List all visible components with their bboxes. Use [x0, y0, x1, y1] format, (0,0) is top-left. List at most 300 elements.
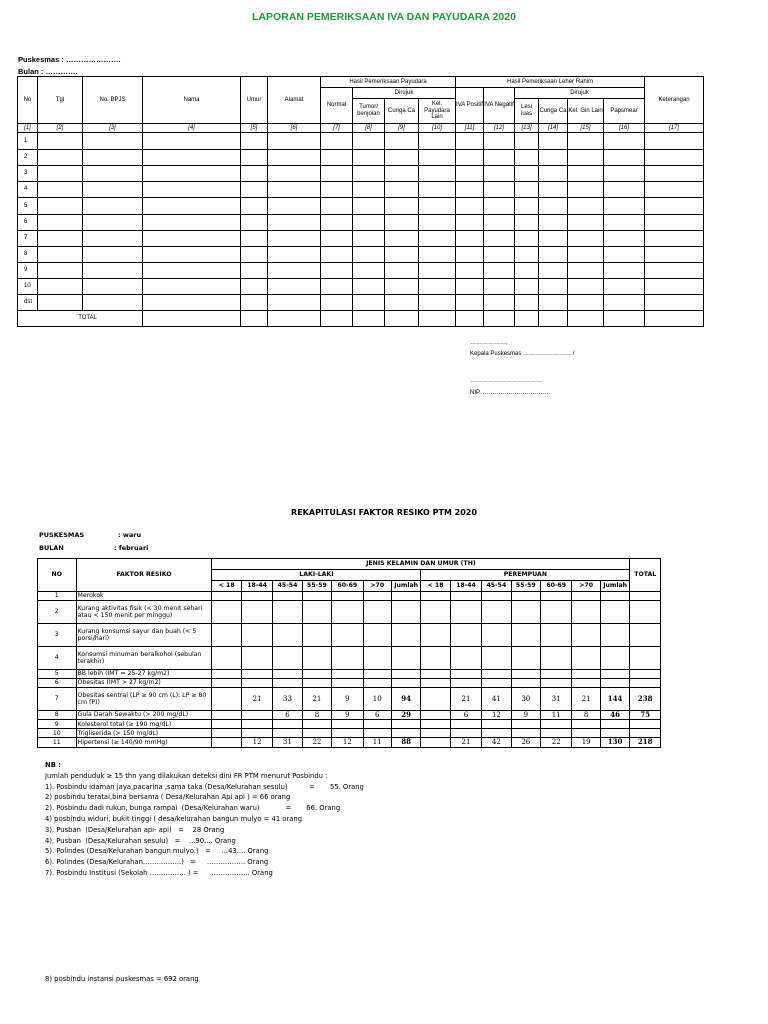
- age-header-laki: 18-44: [241, 581, 272, 592]
- row-no: 4: [38, 647, 77, 670]
- row-total: [630, 670, 661, 679]
- table-cell[interactable]: [604, 182, 645, 198]
- table-cell[interactable]: [241, 279, 268, 295]
- nb-line: 4). Pusban (Desa/Kelurahan sesulu) = ...90.... Orang: [45, 836, 236, 845]
- table-cell[interactable]: [143, 295, 241, 311]
- value-cell: [332, 670, 363, 679]
- table-cell[interactable]: [419, 279, 456, 295]
- report1-title: LAPORAN PEMERIKSAAN IVA DAN PAYUDARA 2020: [252, 11, 516, 23]
- table-cell[interactable]: [568, 150, 604, 166]
- table-cell[interactable]: [604, 295, 645, 311]
- table-cell[interactable]: [645, 198, 704, 215]
- table-cell[interactable]: [568, 182, 604, 198]
- table-cell[interactable]: [353, 166, 385, 182]
- table-cell[interactable]: [456, 133, 484, 150]
- table-cell[interactable]: [645, 231, 704, 247]
- table-cell[interactable]: [456, 247, 484, 263]
- table-cell[interactable]: [484, 198, 515, 215]
- row-total: [630, 647, 661, 670]
- report2-puskesmas-value: : waru: [118, 531, 142, 539]
- value-cell: 22: [541, 738, 572, 747]
- table-cell[interactable]: [539, 295, 568, 311]
- header-leher-group: Hasil Pemeriksaan Leher Rahim: [456, 77, 645, 88]
- value-cell: 6: [273, 711, 302, 720]
- table-cell[interactable]: [539, 215, 568, 231]
- total-cell[interactable]: [484, 311, 515, 327]
- table-cell[interactable]: [456, 166, 484, 182]
- table-cell[interactable]: [353, 263, 385, 279]
- value-cell: [363, 647, 391, 670]
- value-cell: [212, 738, 241, 747]
- table-cell[interactable]: [568, 247, 604, 263]
- table-cell[interactable]: [645, 182, 704, 198]
- jumlah-perempuan: 144: [600, 688, 630, 711]
- table-cell[interactable]: [353, 150, 385, 166]
- table-cell[interactable]: [539, 247, 568, 263]
- table-cell[interactable]: [38, 279, 83, 295]
- table-cell[interactable]: [385, 166, 419, 182]
- table-cell[interactable]: [83, 198, 143, 215]
- table-cell[interactable]: [539, 198, 568, 215]
- value-cell: 26: [511, 738, 540, 747]
- age-header-laki: < 18: [212, 581, 241, 592]
- nb-label: NB :: [45, 761, 61, 769]
- total-cell[interactable]: [353, 311, 385, 327]
- table-cell[interactable]: [645, 166, 704, 182]
- table-cell[interactable]: [419, 247, 456, 263]
- table-cell[interactable]: [83, 247, 143, 263]
- table-cell[interactable]: [353, 215, 385, 231]
- table-cell[interactable]: [568, 215, 604, 231]
- value-cell: [511, 647, 540, 670]
- table-cell[interactable]: [83, 263, 143, 279]
- value-cell: 33: [273, 688, 302, 711]
- value-cell: [363, 729, 391, 738]
- table-cell[interactable]: [321, 133, 353, 150]
- table-cell[interactable]: [241, 263, 268, 279]
- table-cell[interactable]: [456, 150, 484, 166]
- value-cell: [572, 679, 600, 688]
- table-cell[interactable]: [484, 295, 515, 311]
- jumlah-perempuan: [600, 624, 630, 647]
- table-cell[interactable]: [539, 166, 568, 182]
- table-row: [38, 601, 661, 624]
- table-cell[interactable]: [241, 133, 268, 150]
- table-row: [38, 720, 661, 729]
- nb-line: 3). Pusban (Desa/Kelurahan api- api) = 28 Orang: [45, 825, 225, 834]
- table-cell[interactable]: [419, 166, 456, 182]
- nb-intro: Jumlah penduduk ≥ 15 thn yang dilakukan deteksi dini FR PTM menurut Posbindu :: [45, 771, 328, 780]
- value-cell: [273, 624, 302, 647]
- table-cell[interactable]: [268, 231, 321, 247]
- value-cell: [302, 601, 331, 624]
- table-cell[interactable]: [515, 182, 539, 198]
- table-cell[interactable]: [38, 133, 83, 150]
- total-cell[interactable]: [241, 311, 268, 327]
- table-cell[interactable]: [484, 279, 515, 295]
- table-cell[interactable]: [419, 198, 456, 215]
- table-cell[interactable]: [385, 182, 419, 198]
- table-cell[interactable]: [456, 231, 484, 247]
- table-cell[interactable]: [456, 215, 484, 231]
- row-number: 2: [18, 150, 38, 166]
- table-cell[interactable]: [419, 263, 456, 279]
- table-cell[interactable]: [604, 215, 645, 231]
- table-cell[interactable]: [268, 279, 321, 295]
- table-cell[interactable]: [568, 295, 604, 311]
- table-cell[interactable]: [515, 166, 539, 182]
- table-cell[interactable]: [456, 279, 484, 295]
- table-cell[interactable]: [241, 247, 268, 263]
- table-cell[interactable]: [268, 182, 321, 198]
- table-cell[interactable]: [38, 263, 83, 279]
- table-cell[interactable]: [143, 150, 241, 166]
- value-cell: [212, 670, 241, 679]
- table-cell[interactable]: [321, 215, 353, 231]
- table-cell[interactable]: [604, 198, 645, 215]
- value-cell: [241, 729, 272, 738]
- value-cell: 21: [572, 688, 600, 711]
- nb-line: 2) posbindu teratai,bina bersama ( Desa/Kelurahan Api api ) = 66 orang: [45, 793, 291, 802]
- table-cell[interactable]: [143, 279, 241, 295]
- table-cell[interactable]: [515, 231, 539, 247]
- table-cell[interactable]: [241, 150, 268, 166]
- table-cell[interactable]: [515, 133, 539, 150]
- value-cell: [511, 720, 540, 729]
- value-cell: [212, 711, 241, 720]
- table-cell[interactable]: [268, 215, 321, 231]
- table-cell[interactable]: [385, 231, 419, 247]
- table-cell[interactable]: [143, 166, 241, 182]
- value-cell: [241, 670, 272, 679]
- table-cell[interactable]: [419, 150, 456, 166]
- table-cell[interactable]: [143, 231, 241, 247]
- value-cell: 21: [450, 688, 481, 711]
- table-cell[interactable]: [604, 133, 645, 150]
- table-cell[interactable]: [143, 247, 241, 263]
- table-cell[interactable]: [604, 279, 645, 295]
- table-cell[interactable]: [321, 198, 353, 215]
- table-cell[interactable]: [568, 198, 604, 215]
- table-cell[interactable]: [38, 166, 83, 182]
- total-cell[interactable]: [539, 311, 568, 327]
- table-cell[interactable]: [241, 295, 268, 311]
- table-cell[interactable]: [515, 198, 539, 215]
- table-cell[interactable]: [241, 182, 268, 198]
- table-cell[interactable]: [38, 231, 83, 247]
- table-cell[interactable]: [515, 279, 539, 295]
- table-cell[interactable]: [321, 247, 353, 263]
- table-cell[interactable]: [385, 295, 419, 311]
- value-cell: [273, 670, 302, 679]
- table-cell[interactable]: [241, 215, 268, 231]
- table-cell[interactable]: [645, 295, 704, 311]
- total-cell[interactable]: [568, 311, 604, 327]
- table-cell[interactable]: [385, 150, 419, 166]
- total-cell[interactable]: [419, 311, 456, 327]
- table-cell[interactable]: [143, 198, 241, 215]
- value-cell: [421, 624, 450, 647]
- table-cell[interactable]: [456, 295, 484, 311]
- value-cell: 12: [241, 738, 272, 747]
- header-curiga-ca-2: Curiga Ca: [539, 99, 568, 124]
- table-cell[interactable]: [321, 263, 353, 279]
- value-cell: 11: [363, 738, 391, 747]
- row-no: 8: [38, 711, 77, 720]
- table-cell[interactable]: [568, 231, 604, 247]
- table-cell[interactable]: [353, 133, 385, 150]
- table-cell[interactable]: [268, 133, 321, 150]
- table-row: [18, 231, 704, 247]
- table-cell[interactable]: [484, 166, 515, 182]
- table-cell[interactable]: [419, 215, 456, 231]
- table-row: [18, 215, 704, 231]
- table-cell[interactable]: [38, 247, 83, 263]
- table-cell[interactable]: [268, 263, 321, 279]
- nb-section: [45, 760, 364, 879]
- value-cell: [332, 729, 363, 738]
- table-cell[interactable]: [143, 182, 241, 198]
- value-cell: [332, 679, 363, 688]
- table-cell[interactable]: [321, 150, 353, 166]
- table-cell[interactable]: [484, 182, 515, 198]
- value-cell: [363, 592, 391, 601]
- table-cell[interactable]: [515, 247, 539, 263]
- row-no: 1: [38, 592, 77, 601]
- table-cell[interactable]: [83, 279, 143, 295]
- table-cell[interactable]: [268, 150, 321, 166]
- table-cell[interactable]: [515, 263, 539, 279]
- table-cell[interactable]: [321, 279, 353, 295]
- table-cell[interactable]: [83, 133, 143, 150]
- total-cell[interactable]: [515, 311, 539, 327]
- table-cell[interactable]: [539, 279, 568, 295]
- col-number: [8]: [353, 124, 385, 133]
- table-cell[interactable]: [385, 279, 419, 295]
- table-cell[interactable]: [385, 247, 419, 263]
- jumlah-laki: [391, 592, 420, 601]
- total-cell[interactable]: [604, 311, 645, 327]
- table-cell[interactable]: [353, 182, 385, 198]
- row-total: 218: [630, 738, 661, 747]
- table-cell[interactable]: [456, 182, 484, 198]
- value-cell: [421, 647, 450, 670]
- table-cell[interactable]: [268, 247, 321, 263]
- column-number-row: [18, 124, 704, 133]
- value-cell: 8: [302, 711, 331, 720]
- value-cell: 12: [332, 738, 363, 747]
- table-cell[interactable]: [83, 231, 143, 247]
- table-cell[interactable]: [539, 133, 568, 150]
- table-cell[interactable]: [353, 247, 385, 263]
- header-lesi-luas: Lesi luas: [515, 99, 539, 124]
- table-cell[interactable]: [353, 279, 385, 295]
- report2-title: REKAPITULASI FAKTOR RESIKO PTM 2020: [291, 508, 477, 517]
- row-number: 1: [18, 133, 38, 150]
- table-cell[interactable]: [38, 295, 83, 311]
- table-cell[interactable]: [241, 166, 268, 182]
- table-cell[interactable]: [419, 231, 456, 247]
- table-cell[interactable]: [484, 215, 515, 231]
- table-cell[interactable]: [38, 150, 83, 166]
- faktor-resiko-label: BB lebih (IMT = 25-27 kg/m2): [76, 670, 212, 679]
- row-number: 6: [18, 215, 38, 231]
- header-iva-negatif: IVA Negatif: [484, 88, 515, 124]
- value-cell: [572, 720, 600, 729]
- value-cell: [511, 624, 540, 647]
- table-cell[interactable]: [321, 231, 353, 247]
- table-cell[interactable]: [456, 263, 484, 279]
- signature-date: ………………,: [470, 340, 508, 346]
- table-cell[interactable]: [353, 295, 385, 311]
- table-cell[interactable]: [645, 133, 704, 150]
- value-cell: [302, 592, 331, 601]
- value-cell: 9: [511, 711, 540, 720]
- table-cell[interactable]: [515, 150, 539, 166]
- table-cell[interactable]: [385, 133, 419, 150]
- value-cell: [273, 647, 302, 670]
- table-cell[interactable]: [456, 198, 484, 215]
- total-cell[interactable]: [321, 311, 353, 327]
- table-cell[interactable]: [604, 263, 645, 279]
- faktor-resiko-label: Kurang konsumsi sayur dan buah (< 5 porsi/hari): [76, 624, 212, 647]
- table-cell[interactable]: [268, 295, 321, 311]
- table-cell[interactable]: [419, 133, 456, 150]
- table-cell[interactable]: [604, 247, 645, 263]
- table-cell[interactable]: [539, 150, 568, 166]
- table-cell[interactable]: [419, 295, 456, 311]
- table-cell[interactable]: [83, 182, 143, 198]
- table-cell[interactable]: [484, 263, 515, 279]
- age-header-perempuan: 60-69: [541, 581, 572, 592]
- table-cell[interactable]: [484, 133, 515, 150]
- table-cell[interactable]: [385, 263, 419, 279]
- table-cell[interactable]: [645, 263, 704, 279]
- header-kel-payudara: Kel. Payudara Lain: [419, 99, 456, 124]
- table-cell[interactable]: [604, 166, 645, 182]
- table-cell[interactable]: [143, 133, 241, 150]
- table-cell[interactable]: [568, 263, 604, 279]
- table-cell[interactable]: [604, 150, 645, 166]
- value-cell: [332, 720, 363, 729]
- table-cell[interactable]: [539, 182, 568, 198]
- table-cell[interactable]: [539, 263, 568, 279]
- table-cell[interactable]: [38, 182, 83, 198]
- table-cell[interactable]: [353, 231, 385, 247]
- total-cell[interactable]: [385, 311, 419, 327]
- table-cell[interactable]: [241, 231, 268, 247]
- table-cell[interactable]: [38, 198, 83, 215]
- table-row: [38, 592, 661, 601]
- row-number: 5: [18, 198, 38, 215]
- table-cell[interactable]: [83, 215, 143, 231]
- header-faktor: FAKTOR RESIKO: [76, 559, 212, 592]
- age-header-perempuan: 55-59: [511, 581, 540, 592]
- col-number: [7]: [321, 124, 353, 133]
- table-cell[interactable]: [83, 295, 143, 311]
- table-cell[interactable]: [419, 182, 456, 198]
- col-number: [12]: [484, 124, 515, 133]
- table-cell[interactable]: [38, 215, 83, 231]
- table-cell[interactable]: [353, 198, 385, 215]
- table-cell[interactable]: [321, 166, 353, 182]
- value-cell: 31: [541, 688, 572, 711]
- value-cell: [212, 592, 241, 601]
- value-cell: [273, 592, 302, 601]
- total-cell[interactable]: [143, 311, 241, 327]
- table-cell[interactable]: [321, 182, 353, 198]
- row-number: 8: [18, 247, 38, 263]
- table-cell[interactable]: [268, 166, 321, 182]
- table-cell[interactable]: [568, 133, 604, 150]
- jumlah-laki: [391, 647, 420, 670]
- table-cell[interactable]: [645, 279, 704, 295]
- table-cell[interactable]: [484, 231, 515, 247]
- table-cell[interactable]: [515, 295, 539, 311]
- table-cell[interactable]: [645, 215, 704, 231]
- value-cell: [511, 679, 540, 688]
- table-cell[interactable]: [568, 166, 604, 182]
- report1-puskesmas-label: Puskesmas : ………………….: [18, 55, 121, 64]
- faktor-resiko-label: Konsumsi minuman beralkohol (sebulan terakhir): [76, 647, 212, 670]
- table-cell[interactable]: [143, 215, 241, 231]
- value-cell: [241, 679, 272, 688]
- value-cell: [273, 729, 302, 738]
- row-number: 7: [18, 231, 38, 247]
- value-cell: [572, 670, 600, 679]
- signature-kepala: Kepala Puskesmas …………………… /: [470, 351, 575, 357]
- table-cell[interactable]: [385, 198, 419, 215]
- table-cell[interactable]: [83, 150, 143, 166]
- table-cell[interactable]: [385, 215, 419, 231]
- table-cell[interactable]: [539, 231, 568, 247]
- value-cell: [482, 624, 511, 647]
- table-cell[interactable]: [143, 263, 241, 279]
- value-cell: [511, 601, 540, 624]
- table-cell[interactable]: [83, 166, 143, 182]
- value-cell: [241, 647, 272, 670]
- nb-line: 4) posbindu widuri, bukit tinggi ( desa/kelurahan bangun mulyo = 41 orang: [45, 814, 303, 823]
- table-cell[interactable]: [515, 215, 539, 231]
- table-cell[interactable]: [645, 150, 704, 166]
- nb-line: 5). Polindes (Desa/Kelurahan bangun mulyo.) = ...43.... Orang: [45, 847, 269, 856]
- col-number: [15]: [568, 124, 604, 133]
- col-number: [13]: [515, 124, 539, 133]
- table-cell[interactable]: [321, 295, 353, 311]
- age-header-perempuan: < 18: [421, 581, 450, 592]
- total-cell[interactable]: [456, 311, 484, 327]
- value-cell: [421, 711, 450, 720]
- age-header-laki: 45-54: [273, 581, 302, 592]
- value-cell: [302, 679, 331, 688]
- col-number: [11]: [456, 124, 484, 133]
- value-cell: [450, 729, 481, 738]
- total-cell[interactable]: [645, 311, 704, 327]
- total-cell[interactable]: [268, 311, 321, 327]
- jumlah-perempuan: [600, 601, 630, 624]
- value-cell: [363, 601, 391, 624]
- value-cell: 30: [511, 688, 540, 711]
- table-cell[interactable]: [604, 231, 645, 247]
- col-number: [2]: [38, 124, 83, 133]
- table-cell[interactable]: [241, 198, 268, 215]
- table-cell[interactable]: [484, 150, 515, 166]
- table-cell[interactable]: [484, 247, 515, 263]
- table-cell[interactable]: [268, 198, 321, 215]
- table-cell[interactable]: [645, 247, 704, 263]
- table-cell[interactable]: [568, 279, 604, 295]
- table-row: [18, 150, 704, 166]
